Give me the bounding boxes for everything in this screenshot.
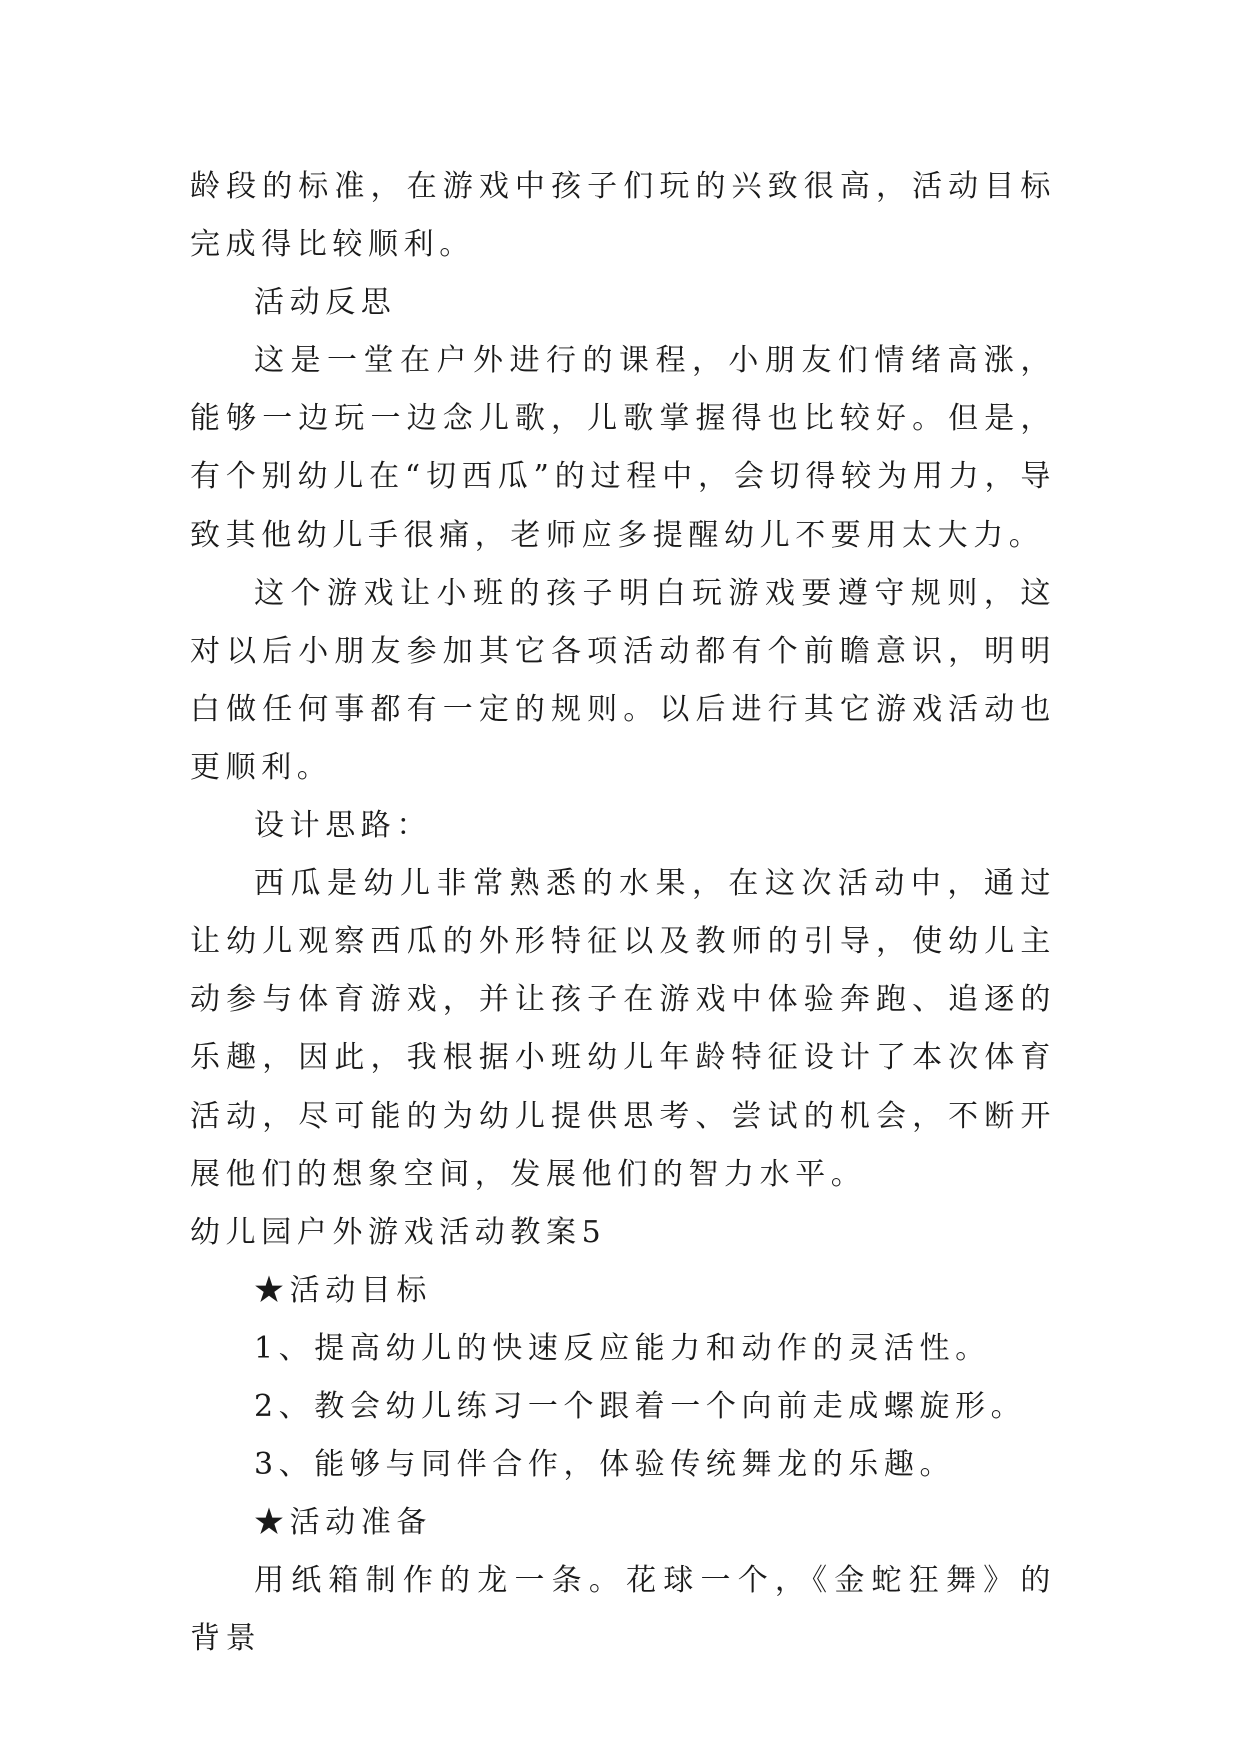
- paragraph-continuation: 龄段的标准，在游戏中孩子们玩的兴致很高，活动目标完成得比较顺利。: [190, 169, 1056, 263]
- goal-item-3: 3、能够与同伴合作，体验传统舞龙的乐趣。: [254, 1447, 956, 1483]
- heading-activity-goals: ★活动目标: [254, 1272, 432, 1308]
- goal-item-1: 1、提高幼儿的快速反应能力和动作的灵活性。: [254, 1330, 991, 1366]
- paragraph-reflection-2: 这个游戏让小班的孩子明白玩游戏要遵守规则，这对以后小朋友参加其它各项活动都有个前瞻意识，明明白做任何事都有一定的规则。以后进行其它游戏活动也更顺利。: [190, 575, 1056, 785]
- paragraph-preparation: 用纸箱制作的龙一条。花球一个，《金蛇狂舞》的背景: [190, 1563, 1056, 1657]
- heading-activity-preparation: ★活动准备: [254, 1505, 432, 1541]
- section-title-lesson-5: 幼儿园户外游戏活动教案5: [190, 1214, 607, 1250]
- document-page: [190, 158, 1056, 1668]
- paragraph-reflection-1: 这是一堂在户外进行的课程，小朋友们情绪高涨，能够一边玩一边念儿歌，儿歌掌握得也比较好。但是，有个别幼儿在“切西瓜”的过程中，会切得较为用力，导致其他幼儿手很痛，老师应多提醒幼儿不要用太大力。: [190, 343, 1056, 553]
- heading-activity-reflection: 活动反思: [254, 285, 397, 321]
- goal-item-2: 2、教会幼儿练习一个跟着一个向前走成螺旋形。: [254, 1388, 1027, 1424]
- paragraph-design-idea: 西瓜是幼儿非常熟悉的水果，在这次活动中，通过让幼儿观察西瓜的外形特征以及教师的引导，使幼儿主动参与体育游戏，并让孩子在游戏中体验奔跑、追逐的乐趣，因此，我根据小班幼儿年龄特征设计了本次体育活动，尽可能的为幼儿提供思考、尝试的机会，不断开展他们的想象空间，发展他们的智力水平。: [190, 866, 1056, 1192]
- heading-design-idea: 设计思路：: [254, 808, 432, 844]
